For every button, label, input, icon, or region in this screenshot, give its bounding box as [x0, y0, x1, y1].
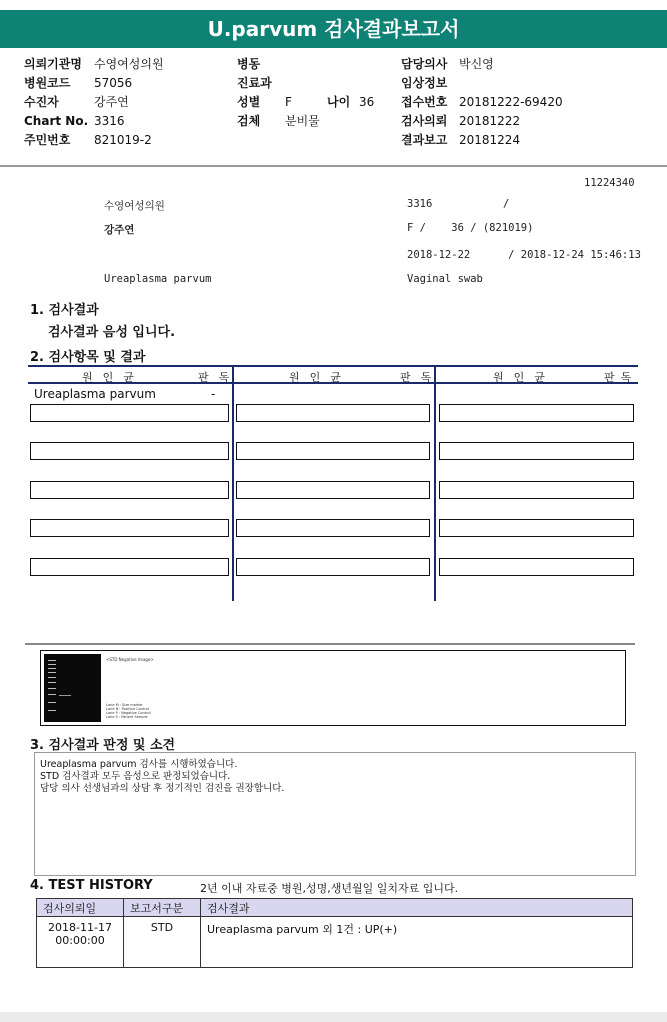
hospital-code-value: 57056	[94, 76, 133, 90]
remarks-line: Ureaplasma parvum 검사를 시행하였습니다.	[40, 759, 238, 770]
history-date-cell	[37, 917, 124, 968]
summary-institution: 수영여성의원	[104, 200, 165, 212]
remarks-line: STD 검사결과 모두 음성으로 판정되었습니다.	[40, 771, 231, 782]
result-box	[439, 481, 634, 499]
resident-no-value: 821019-2	[94, 133, 152, 147]
col-organism-2: 원인균	[289, 371, 351, 384]
specimen-value: 분비물	[285, 114, 320, 128]
resident-no-label: 주민번호	[24, 133, 71, 147]
history-type: STD	[124, 917, 201, 968]
request-value: 20181222	[459, 114, 521, 128]
section3-title: 3. 검사결과 판정 및 소견	[30, 738, 176, 753]
result-row-1-organism: Ureaplasma parvum	[34, 387, 156, 401]
chart-no-value: 3316	[94, 114, 125, 128]
section-divider	[25, 643, 635, 645]
history-time: 00:00:00	[55, 934, 105, 947]
col-judgement-2: 판독	[400, 371, 442, 384]
result-box	[30, 442, 229, 460]
sex-value: F	[285, 95, 292, 109]
result-box	[236, 404, 430, 422]
footer-band	[0, 1012, 667, 1022]
report-title: U.parvum 검사결과보고서	[0, 10, 667, 48]
gel-legend-item: Lane P : Negative Control	[106, 711, 151, 715]
summary-dates: 2018-12-22 / 2018-12-24 15:46:13	[407, 249, 641, 261]
specimen-label: 검체	[237, 114, 261, 128]
ward-label: 병동	[237, 57, 261, 71]
gel-caption: <STD Negative Image>	[106, 657, 154, 662]
result-box	[236, 442, 430, 460]
result-box	[439, 442, 634, 460]
history-col-result: 검사결과	[201, 899, 633, 917]
summary-sex-age: F / 36 / (821019)	[407, 222, 534, 234]
gel-electrophoresis-image	[44, 654, 101, 722]
section2-title: 2. 검사항목 및 결과	[30, 350, 146, 365]
history-result: Ureaplasma parvum 외 1건 : UP(+)	[201, 917, 633, 968]
section1-result: 검사결과 음성 입니다.	[48, 325, 176, 340]
info-column-3	[401, 55, 563, 150]
table-row	[37, 917, 633, 968]
age-label: 나이	[327, 95, 351, 109]
result-box	[236, 558, 430, 576]
report-id: 11224340	[584, 177, 635, 189]
result-box	[236, 519, 430, 537]
dept-label: 진료과	[237, 76, 272, 90]
summary-chart-slash: /	[503, 198, 510, 210]
history-note: 2년 이내 자료중 병원,성명,생년월일 일치자료 입니다.	[200, 882, 459, 895]
result-box	[439, 558, 634, 576]
request-label: 검사의뢰	[401, 114, 448, 128]
history-header-row	[37, 899, 633, 917]
gel-legend-item: Lane N : Positive Control	[106, 707, 149, 711]
col-organism-3: 원인균	[493, 371, 555, 384]
institution-value: 수영여성의원	[94, 57, 164, 71]
result-box	[439, 404, 634, 422]
gel-legend	[106, 703, 151, 719]
history-date: 2018-11-17	[48, 921, 112, 934]
sex-label: 성별	[237, 95, 261, 109]
chart-no-label: Chart No.	[24, 114, 89, 128]
col-judgement-3: 판독	[604, 371, 638, 384]
result-box	[30, 404, 229, 422]
clinical-label: 임상정보	[401, 76, 448, 90]
header-divider	[0, 165, 667, 167]
doctor-value: 박신영	[459, 57, 494, 71]
history-col-type: 보고서구분	[124, 899, 201, 917]
result-box	[30, 481, 229, 499]
result-box	[30, 519, 229, 537]
result-box	[236, 481, 430, 499]
report-value: 20181224	[459, 133, 521, 147]
results-divider-1	[232, 365, 234, 601]
result-row-1-value: -	[211, 387, 216, 401]
institution-label: 의뢰기관명	[24, 57, 82, 71]
receipt-label: 접수번호	[401, 95, 448, 109]
summary-test: Ureaplasma parvum	[104, 273, 212, 285]
gel-legend-item: Lane S : Patient Sample	[106, 715, 148, 719]
remarks-box	[34, 752, 636, 876]
doctor-label: 담당의사	[401, 57, 448, 71]
receipt-value: 20181222-69420	[459, 95, 563, 109]
result-box	[439, 519, 634, 537]
summary-chart: 3316	[407, 198, 433, 210]
section4-title: 4. TEST HISTORY	[30, 878, 153, 893]
gel-legend-item: Lane M : Size marker	[106, 703, 143, 707]
report-label: 결과보고	[401, 133, 448, 147]
remarks-line: 담당 의사 선생님과의 상담 후 정기적인 검진을 권장합니다.	[40, 783, 285, 794]
summary-patient: 강주연	[104, 224, 135, 236]
col-judgement-1: 판독	[198, 371, 240, 384]
info-column-1	[24, 55, 164, 150]
patient-label: 수진자	[24, 95, 59, 109]
history-col-date: 검사의뢰일	[37, 899, 124, 917]
results-table-top-rule	[28, 365, 638, 367]
info-column-2	[237, 55, 374, 131]
results-divider-2	[434, 365, 436, 601]
history-table	[36, 898, 633, 968]
age-value: 36	[359, 95, 375, 109]
patient-value: 강주연	[94, 95, 129, 109]
section1-title: 1. 검사결과	[30, 303, 99, 318]
col-organism-1: 원인균	[82, 371, 144, 384]
summary-specimen: Vaginal swab	[407, 273, 483, 285]
hospital-code-label: 병원코드	[24, 76, 71, 90]
gel-image-frame	[40, 650, 626, 726]
result-box	[30, 558, 229, 576]
